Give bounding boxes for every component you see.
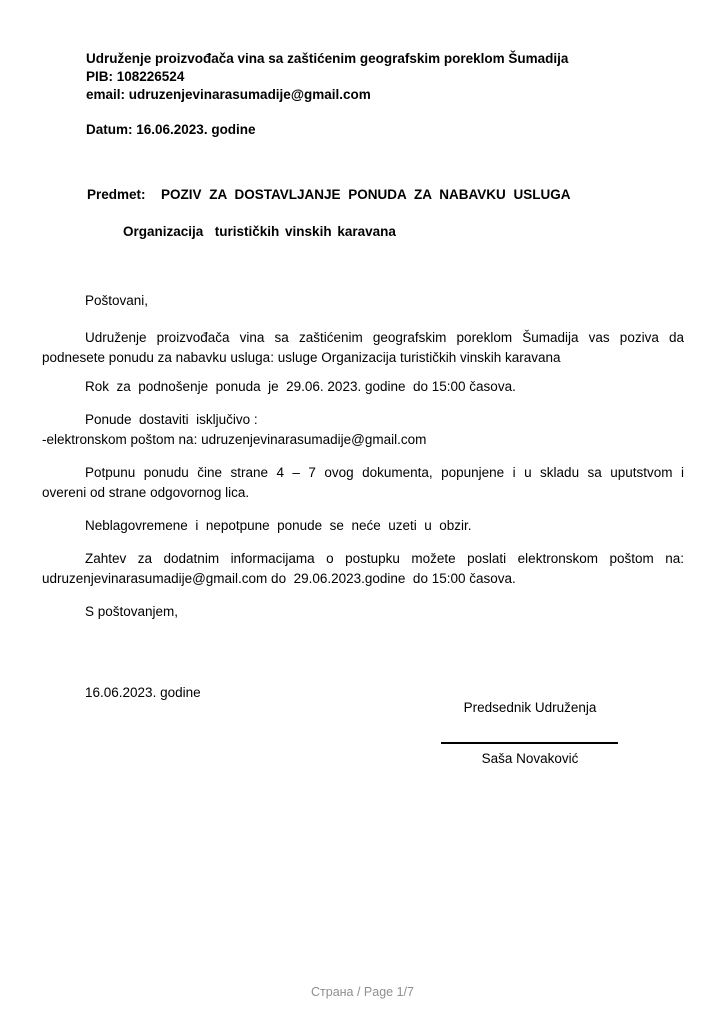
- invitation-line-1: Udruženje proizvođača vina sa zaštićenim geografskim poreklom Šumadija vas poziva da: [85, 330, 684, 345]
- signature-date: 16.06.2023. godine: [85, 685, 201, 700]
- paragraph-additional-info: [42, 549, 684, 589]
- org-name: Udruženje proizvođača vina sa zaštićenim geografskim poreklom Šumadija: [86, 51, 569, 66]
- paragraph-complete-offer: [42, 463, 684, 503]
- deadline-line: Rok za podnošenje ponuda je 29.06. 2023. godine do 15:00 časova.: [85, 379, 516, 394]
- date-line: Datum: 16.06.2023. godine: [86, 122, 256, 137]
- paragraph-delivery: [42, 410, 684, 450]
- salutation: Poštovani,: [85, 293, 149, 308]
- delivery-line-2: -elektronskom poštom na: udruzenjevinarasumadije@gmail.com: [42, 432, 427, 447]
- late-offers-line: Neblagovremene i nepotpune ponude se neće uzeti u obzir.: [85, 518, 472, 533]
- subject-subline: Organizacija turističkih vinskih karavana: [123, 224, 396, 239]
- additional-info-line-2: udruzenjevinarasumadije@gmail.com do 29.06.2023.godine do 15:00 časova.: [42, 571, 516, 586]
- complete-offer-line-1: Potpunu ponudu čine strane 4 – 7 ovog dokumenta, popunjene i u skladu sa uputstvom i: [85, 465, 684, 480]
- subject-line: Predmet: POZIV ZA DOSTAVLJANJE PONUDA ZA NABAVKU USLUGA: [87, 187, 571, 202]
- closing: S poštovanjem,: [85, 604, 179, 619]
- invitation-line-2: podnesete ponudu za nabavku usluga: usluge Organizacija turističkih vinskih karavana: [42, 350, 561, 365]
- document-content: [42, 50, 684, 703]
- signature-name: Saša Novaković: [481, 751, 579, 766]
- signature-rule: [441, 742, 618, 744]
- page-number-footer: Страна / Page 1/7: [311, 985, 414, 999]
- pib-line: PIB: 108226524: [86, 69, 185, 84]
- email-line: email: udruzenjevinarasumadije@gmail.com: [86, 87, 371, 102]
- paragraph-invitation: [42, 328, 684, 368]
- signature-title: Predsednik Udruženja: [463, 700, 597, 715]
- delivery-line-1: Ponude dostaviti isključivo :: [85, 412, 258, 427]
- complete-offer-line-2: overeni od strane odgovornog lica.: [42, 485, 250, 500]
- additional-info-line-1: Zahtev za dodatnim informacijama o postupku možete poslati elektronskom poštom na:: [85, 551, 684, 566]
